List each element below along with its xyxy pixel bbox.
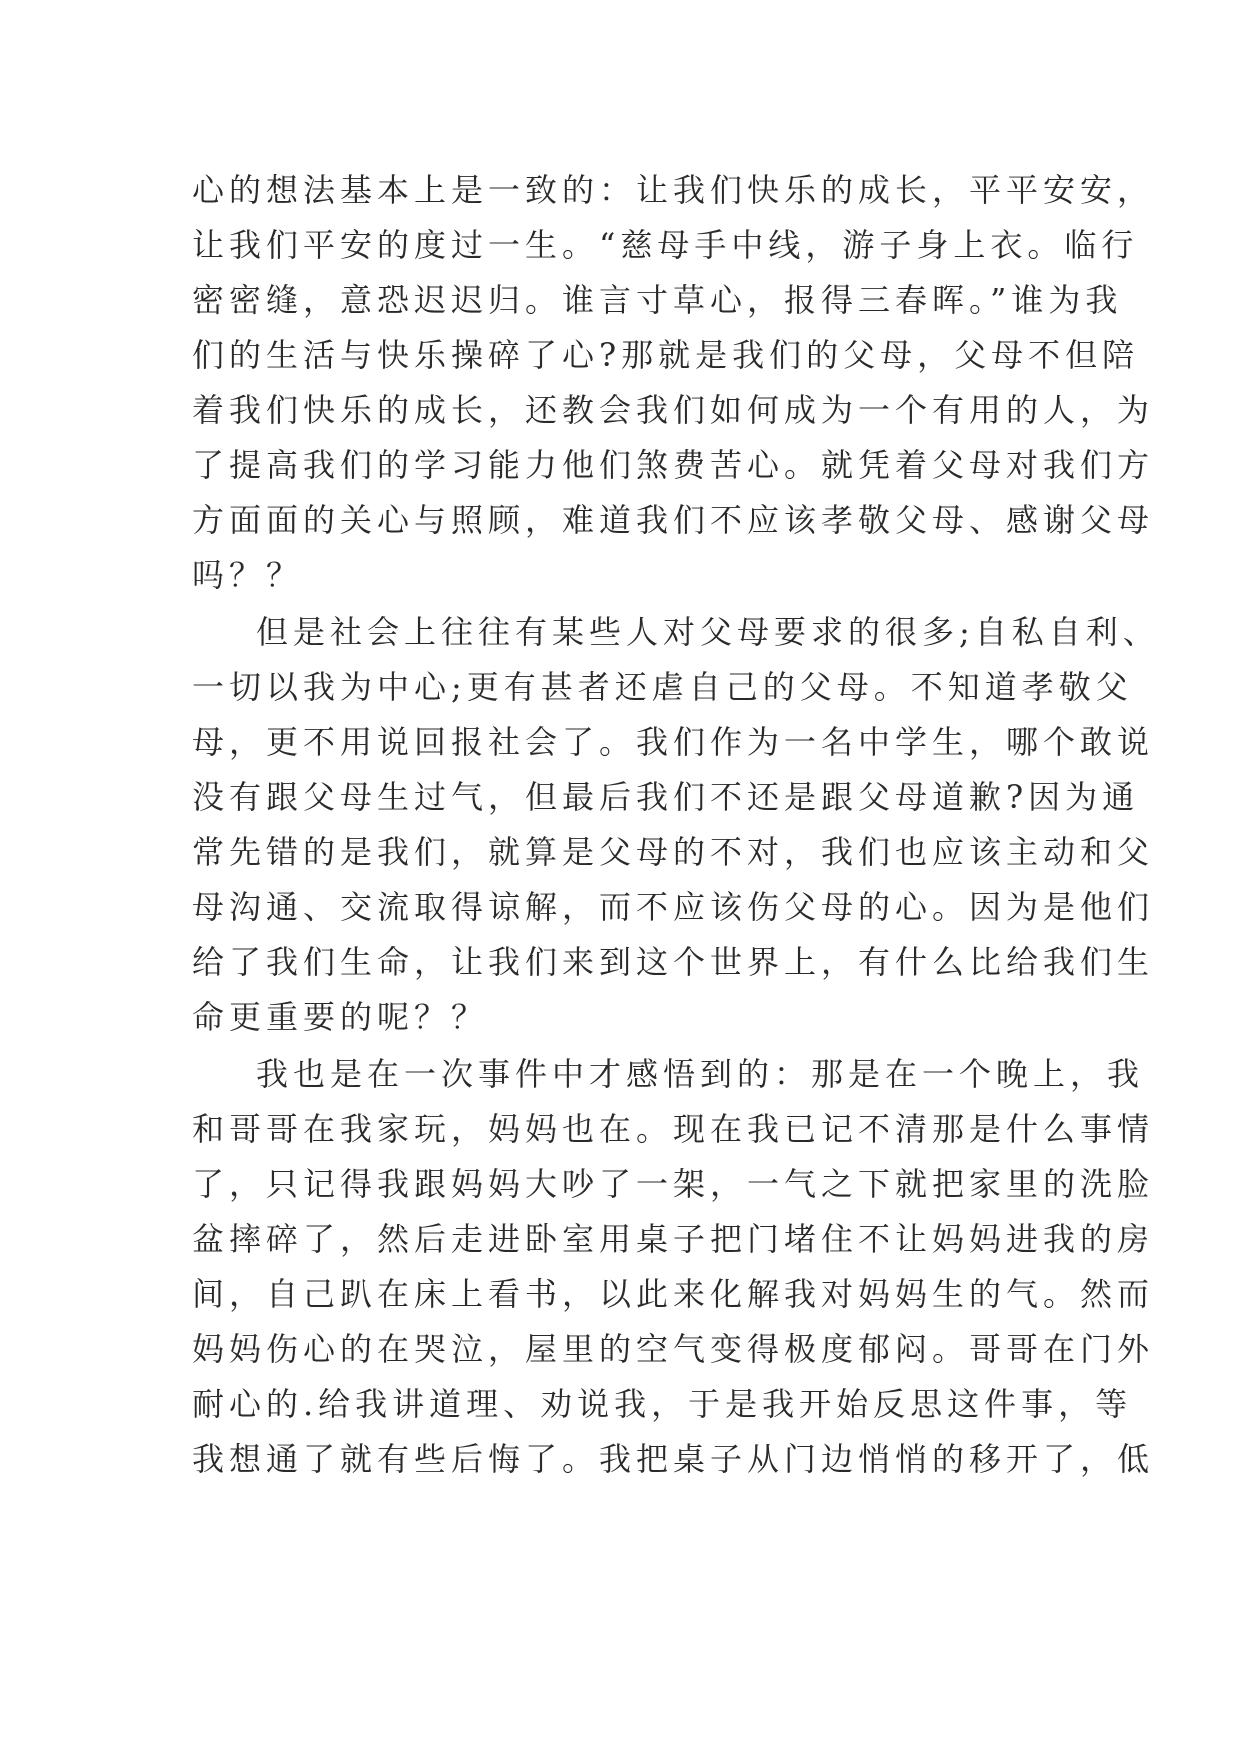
text-line: 耐心的.给我讲道理、劝说我，于是我开始反思这件事，等 [192,1385,1133,1423]
paragraph-first-line: 但是社会上往往有某些人对父母要求的很多;自私自利、 [256,613,1160,651]
text-line: 我想通了就有些后悔了。我把桌子从门边悄悄的移开了，低 [192,1440,1155,1478]
text-line: 着我们快乐的成长，还教会我们如何成为一个有用的人，为 [192,391,1155,429]
text-line: 一切以我为中心;更有甚者还虐自己的父母。不知道孝敬父 [192,668,1133,706]
text-line: 方面面的关心与照顾，难道我们不应该孝敬父母、感谢父母 [192,501,1155,539]
text-line: 没有跟父母生过气，但最后我们不还是跟父母道歉?因为通 [192,778,1140,816]
text-line: 母沟通、交流取得谅解，而不应该伤父母的心。因为是他们 [192,888,1155,926]
text-line: 妈妈伤心的在哭泣，屋里的空气变得极度郁闷。哥哥在门外 [192,1330,1155,1368]
text-line: 给了我们生命，让我们来到这个世界上，有什么比给我们生 [192,943,1155,981]
text-line: 间，自己趴在床上看书，以此来化解我对妈妈生的气。然而 [192,1275,1155,1313]
text-line: 常先错的是我们，就算是父母的不对，我们也应该主动和父 [192,833,1155,871]
text-line: 和哥哥在我家玩，妈妈也在。现在我已记不清那是什么事情 [192,1110,1155,1148]
text-line: 了提高我们的学习能力他们煞费苦心。就凭着父母对我们方 [192,446,1155,484]
text-line: 心的想法基本上是一致的：让我们快乐的成长，平平安安， [192,171,1155,209]
text-line: 盆摔碎了，然后走进卧室用桌子把门堵住不让妈妈进我的房 [192,1220,1155,1258]
text-line: 吗？？ [192,556,304,594]
text-line: 们的生活与快乐操碎了心?那就是我们的父母，父母不但陪 [192,336,1140,374]
text-line: 密密缝，意恐迟迟归。谁言寸草心，报得三春晖。”谁为我 [192,281,1123,319]
text-line: 了，只记得我跟妈妈大吵了一架，一气之下就把家里的洗脸 [192,1165,1155,1203]
paragraph-first-line: 我也是在一次事件中才感悟到的：那是在一个晚上，我 [256,1055,1145,1093]
text-line: 命更重要的呢？？ [192,998,489,1036]
text-line: 让我们平安的度过一生。“慈母手中线，游子身上衣。临行 [192,226,1139,264]
text-line: 母，更不用说回报社会了。我们作为一名中学生，哪个敢说 [192,723,1155,761]
